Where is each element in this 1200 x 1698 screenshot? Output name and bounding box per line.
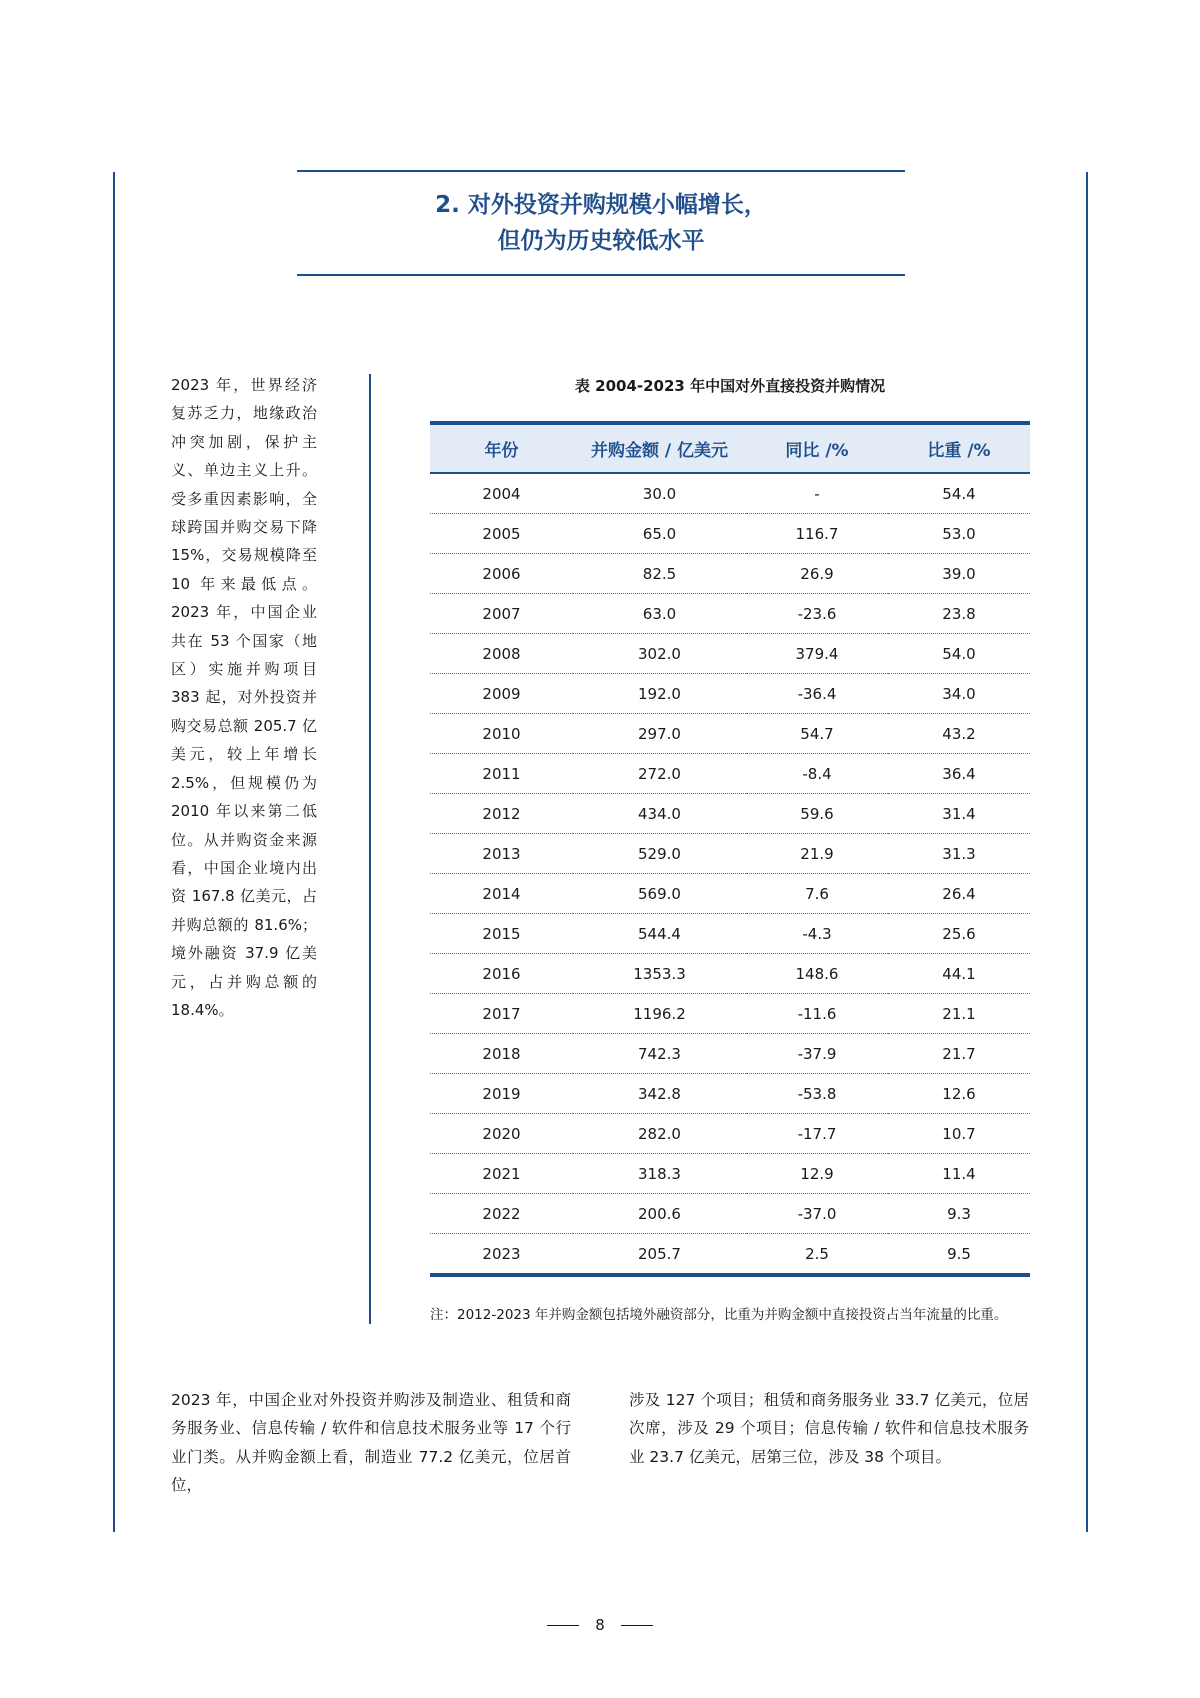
left-frame-line [113,172,115,1532]
table-header-row [430,423,1030,473]
cell-year: 2015 [430,914,573,954]
cell-yoy: -4.3 [746,914,888,954]
cell-year: 2021 [430,1154,573,1194]
footer-rule-right [621,1625,653,1626]
cell-yoy: -37.9 [746,1034,888,1074]
cell-amount: 302.0 [573,634,746,674]
cell-share: 21.1 [888,994,1030,1034]
cell-year: 2020 [430,1114,573,1154]
cell-yoy: -23.6 [746,594,888,634]
cell-year: 2008 [430,634,573,674]
cell-share: 12.6 [888,1074,1030,1114]
cell-share: 39.0 [888,554,1030,594]
cell-yoy: -36.4 [746,674,888,714]
table-row [430,714,1030,754]
table-row [430,514,1030,554]
cell-year: 2005 [430,514,573,554]
cell-year: 2009 [430,674,573,714]
cell-share: 10.7 [888,1114,1030,1154]
right-frame-line [1086,172,1088,1532]
cell-share: 25.6 [888,914,1030,954]
body-paragraph-left: 2023 年，中国企业对外投资并购涉及制造业、租赁和商务服务业、信息传输 / 软件和信息技术服务业等 17 个行业门类。从并购金额上看，制造业 77.2 亿美元，位居首位， [171,1391,571,1495]
cell-yoy: 26.9 [746,554,888,594]
cell-share: 11.4 [888,1154,1030,1194]
cell-amount: 297.0 [573,714,746,754]
cell-yoy: 7.6 [746,874,888,914]
cell-year: 2017 [430,994,573,1034]
cell-share: 54.4 [888,473,1030,514]
cell-yoy: 21.9 [746,834,888,874]
table-row [430,954,1030,994]
table-row [430,874,1030,914]
table-row [430,834,1030,874]
table-row [430,1194,1030,1234]
cell-share: 54.0 [888,634,1030,674]
cell-yoy: -37.0 [746,1194,888,1234]
cell-share: 23.8 [888,594,1030,634]
cell-year: 2019 [430,1074,573,1114]
cell-yoy: -17.7 [746,1114,888,1154]
page-number: 8 [595,1616,605,1634]
table-row [430,914,1030,954]
header-share: 比重 /% [888,423,1030,473]
cell-yoy: 12.9 [746,1154,888,1194]
cell-share: 34.0 [888,674,1030,714]
table-row [430,634,1030,674]
cell-amount: 529.0 [573,834,746,874]
cell-share: 31.4 [888,794,1030,834]
cell-amount: 318.3 [573,1154,746,1194]
mna-data-table [430,421,1030,1277]
cell-year: 2013 [430,834,573,874]
cell-share: 36.4 [888,754,1030,794]
cell-year: 2016 [430,954,573,994]
table-row [430,1234,1030,1276]
cell-year: 2004 [430,473,573,514]
cell-yoy: -11.6 [746,994,888,1034]
cell-share: 43.2 [888,714,1030,754]
cell-amount: 544.4 [573,914,746,954]
cell-amount: 1353.3 [573,954,746,994]
header-amount: 并购金额 / 亿美元 [573,423,746,473]
table-row [430,1114,1030,1154]
header-yoy: 同比 /% [746,423,888,473]
cell-year: 2014 [430,874,573,914]
section-heading [297,170,905,276]
cell-yoy: - [746,473,888,514]
cell-amount: 1196.2 [573,994,746,1034]
cell-year: 2022 [430,1194,573,1234]
cell-share: 53.0 [888,514,1030,554]
column-divider [369,374,371,1324]
cell-amount: 30.0 [573,473,746,514]
cell-amount: 272.0 [573,754,746,794]
cell-amount: 65.0 [573,514,746,554]
cell-amount: 342.8 [573,1074,746,1114]
footer-rule-left [547,1625,579,1626]
header-year: 年份 [430,423,573,473]
cell-share: 26.4 [888,874,1030,914]
cell-year: 2023 [482,1244,521,1263]
table-row [430,994,1030,1034]
cell-amount: 434.0 [573,794,746,834]
cell-amount: 63.0 [573,594,746,634]
cell-year: 2010 [430,714,573,754]
table-row [430,1154,1030,1194]
cell-year: 2018 [430,1034,573,1074]
cell-year: 2011 [430,754,573,794]
table-row [430,473,1030,514]
intro-paragraph: 2023 年，世界经济复苏乏力，地缘政治冲突加剧，保护主义、单边主义上升。受多重因素影响，全球跨国并购交易下降 15%，交易规模降至 10 年来最低点。2023 年，中国企业共在 53 个国家（地区）实施并购项目 383 起，对外投资并购交易总额 205.7 亿美元，较上年增长 2.5%，但规模仍为 2010 年以来第二低位。从并购资金来源看，中国企业境内出资 167.8 亿美元，占并购总额的 81.6%；境外融资 37.9 亿美元，占并购总额的 18.4%。 [171,376,317,1019]
cell-share: 9.5 [947,1244,971,1263]
cell-amount: 569.0 [573,874,746,914]
cell-yoy: -53.8 [746,1074,888,1114]
cell-share: 31.3 [888,834,1030,874]
cell-yoy: 379.4 [746,634,888,674]
cell-share: 9.3 [888,1194,1030,1234]
cell-amount: 742.3 [573,1034,746,1074]
table-row [430,1074,1030,1114]
table-row [430,794,1030,834]
cell-amount: 82.5 [573,554,746,594]
body-paragraph-right: 涉及 127 个项目；租赁和商务服务业 33.7 亿美元，位居次席，涉及 29 个项目；信息传输 / 软件和信息技术服务业 23.7 亿美元，居第三位，涉及 38 个项目。 [629,1391,1029,1466]
cell-amount: 200.6 [573,1194,746,1234]
cell-yoy: 59.6 [746,794,888,834]
cell-yoy: 116.7 [746,514,888,554]
cell-year: 2007 [430,594,573,634]
cell-share: 21.7 [888,1034,1030,1074]
cell-share: 44.1 [888,954,1030,994]
table-row [430,594,1030,634]
table-row [430,674,1030,714]
cell-yoy: 54.7 [746,714,888,754]
cell-amount: 192.0 [573,674,746,714]
table-row [430,1034,1030,1074]
cell-yoy: 2.5 [805,1244,829,1263]
cell-amount: 205.7 [638,1244,681,1263]
cell-yoy: 148.6 [746,954,888,994]
page-footer [0,1616,1200,1634]
section-heading-line-2: 但仍为历史较低水平 [497,228,705,254]
cell-year: 2006 [430,554,573,594]
cell-yoy: -8.4 [746,754,888,794]
table-title: 表 2004-2023 年中国对外直接投资并购情况 [574,377,886,395]
cell-amount: 282.0 [573,1114,746,1154]
section-heading-line-1: 2. 对外投资并购规模小幅增长， [435,192,767,218]
table-row [430,554,1030,594]
cell-year: 2012 [430,794,573,834]
table-row [430,754,1030,794]
table-note: 注：2012-2023 年并购金额包括境外融资部分，比重为并购金额中直接投资占当年流量的比重。 [430,1307,1008,1323]
